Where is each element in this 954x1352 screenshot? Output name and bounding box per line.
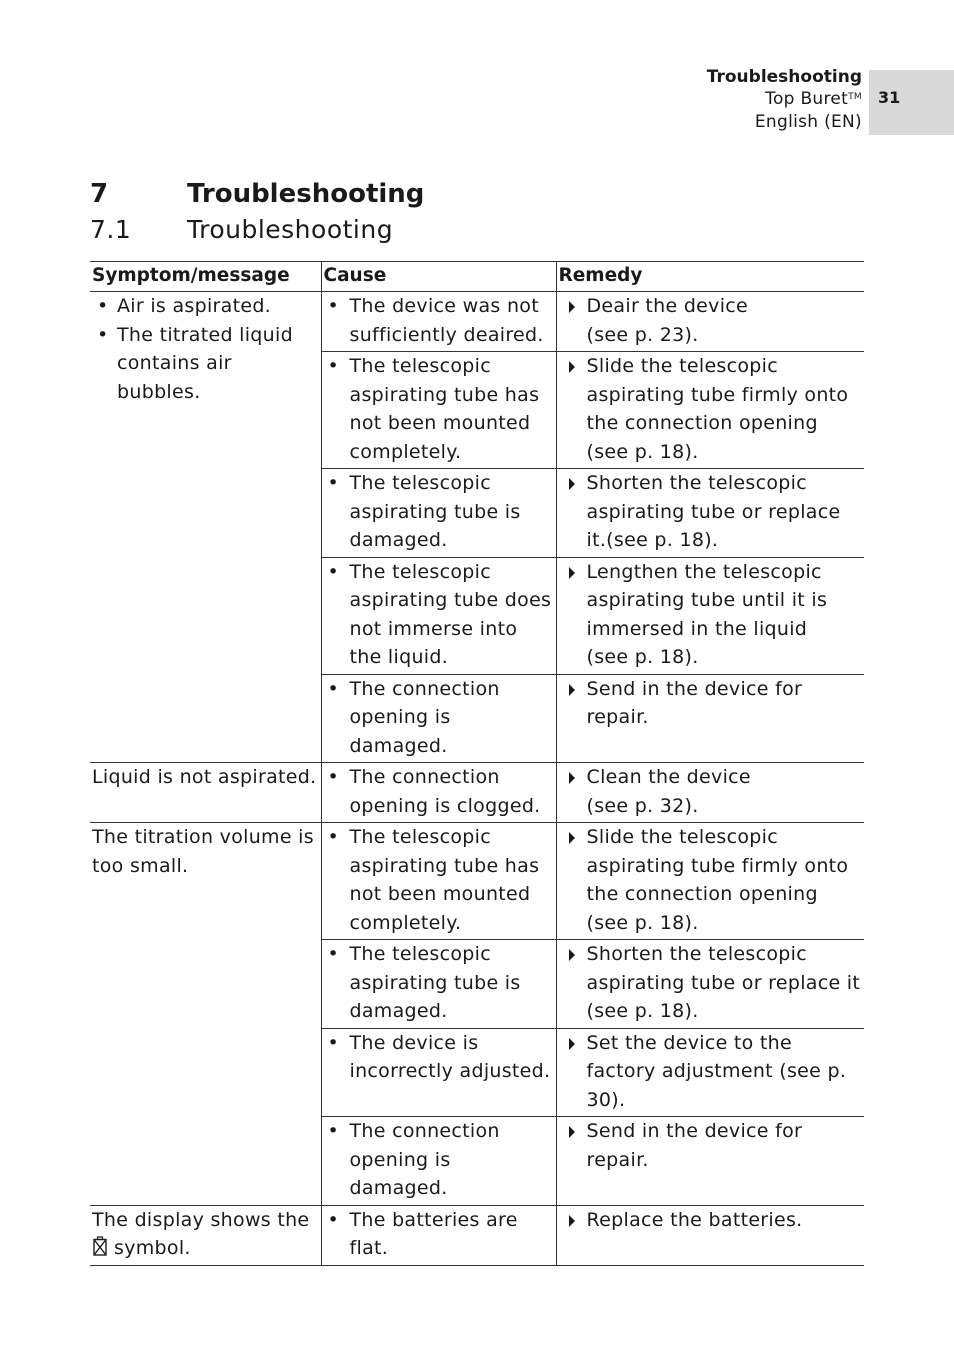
remedy-cell [556, 1205, 864, 1265]
remedy-text [559, 469, 863, 555]
cause-cell [321, 674, 556, 763]
symptom-text: The display shows the [92, 1208, 310, 1231]
cause-text: • The batteries are flat. [325, 1206, 554, 1263]
remedy-line: Set the device to the factory adjustment (see p. 30). [586, 1031, 847, 1111]
header-language: English (EN) [754, 112, 862, 132]
remedy-line: Shorten the telescopic aspirating tube or replace it [586, 943, 861, 994]
remedy-text [559, 763, 863, 820]
table-row [90, 292, 864, 352]
chapter-heading [90, 178, 424, 210]
symptom-text-suffix: symbol. [114, 1237, 191, 1259]
chapter-title: Troubleshooting [187, 179, 425, 209]
remedy-text [559, 1117, 863, 1174]
symptom-cell [90, 292, 321, 763]
remedy-line: Replace the batteries. [586, 1208, 803, 1231]
remedy-line: Lengthen the telescopic aspirating tube until it is immersed in the liquid [586, 560, 828, 640]
cause-text: • The telescopic aspirating tube does not immerse into the liquid. [325, 558, 554, 672]
remedy-cell [556, 940, 864, 1029]
cause-text: • The connection opening is damaged. [325, 675, 554, 761]
battery-empty-icon [92, 1236, 108, 1256]
symptom-item: • The titrated liquid contains air bubbles. [92, 321, 319, 407]
column-header-remedy: Remedy [556, 262, 864, 292]
section-title: Troubleshooting [187, 215, 394, 244]
cause-cell [321, 940, 556, 1029]
cause-cell [321, 1028, 556, 1117]
remedy-text [559, 675, 863, 732]
cause-text: • The device was not sufficiently deaired. [325, 292, 554, 349]
header-product [707, 88, 862, 111]
chapter-number: 7 [90, 179, 109, 209]
section-heading [90, 214, 393, 246]
cause-cell [321, 352, 556, 469]
cause-text: • The connection opening is damaged. [325, 1117, 554, 1203]
cause-text: • The telescopic aspirating tube has not been mounted completely. [325, 352, 554, 466]
cause-text: • The device is incorrectly adjusted. [325, 1029, 554, 1086]
trademark-sign: TM [848, 92, 862, 102]
cause-text: • The telescopic aspirating tube is damaged. [325, 469, 554, 555]
cause-cell [321, 292, 556, 352]
header-chapter: Troubleshooting [706, 67, 862, 87]
section-number: 7.1 [90, 215, 132, 244]
remedy-line: (see p. 18). [586, 440, 699, 463]
remedy-cell [556, 557, 864, 674]
remedy-line: Send in the device for repair. [586, 1120, 803, 1171]
header-product-name: Top Buret [765, 89, 849, 109]
cause-text: • The connection opening is clogged. [325, 763, 554, 820]
page-number: 31 [869, 70, 954, 135]
symptom-cell [90, 823, 321, 1206]
cause-text: • The telescopic aspirating tube has not been mounted completely. [325, 823, 554, 937]
symptom-text-line2 [92, 1234, 319, 1263]
remedy-text [559, 558, 863, 672]
symptom-text: Liquid is not aspirated. [92, 766, 317, 788]
table-row [90, 823, 864, 940]
remedy-cell [556, 763, 864, 823]
remedy-line: (see p. 18). [586, 1000, 699, 1022]
remedy-cell [556, 1028, 864, 1117]
symptom-cell [90, 1205, 321, 1265]
remedy-line: Slide the telescopic aspirating tube firmly onto the connection opening [586, 355, 849, 434]
remedy-text [559, 352, 863, 466]
symptom-item: • Air is aspirated. [92, 292, 319, 321]
cause-text: • The telescopic aspirating tube is damaged. [325, 940, 554, 1026]
remedy-line: (see p. 18). [586, 646, 699, 668]
remedy-cell [556, 292, 864, 352]
table-row [90, 1205, 864, 1265]
table-header-row [90, 262, 864, 292]
cause-cell [321, 1205, 556, 1265]
remedy-cell [556, 1117, 864, 1206]
symptom-text: The titration volume is too small. [92, 826, 314, 877]
remedy-text [559, 940, 863, 1026]
table-row [90, 763, 864, 823]
remedy-cell [556, 823, 864, 940]
remedy-text [559, 292, 863, 349]
remedy-line: Slide the telescopic aspirating tube firmly onto the connection opening (see p. 18). [586, 826, 849, 934]
remedy-cell [556, 469, 864, 558]
remedy-line: Shorten the telescopic aspirating tube or replace it.(see p. 18). [586, 472, 841, 551]
remedy-text [559, 823, 863, 937]
cause-cell [321, 557, 556, 674]
remedy-line: Deair the device [586, 295, 749, 317]
troubleshooting-table [90, 261, 864, 1266]
remedy-line: (see p. 32). [586, 794, 699, 817]
cause-cell [321, 763, 556, 823]
running-header [707, 66, 862, 134]
cause-cell [321, 469, 556, 558]
cause-cell [321, 1117, 556, 1206]
remedy-cell [556, 674, 864, 763]
remedy-text [559, 1029, 863, 1115]
column-header-cause: Cause [321, 262, 556, 292]
symptom-cell [90, 763, 321, 823]
remedy-cell [556, 352, 864, 469]
column-header-symptom: Symptom/message [90, 262, 321, 292]
cause-cell [321, 823, 556, 940]
remedy-text [559, 1206, 863, 1235]
remedy-line: Clean the device [586, 766, 751, 788]
remedy-line: Send in the device for repair. [586, 677, 803, 728]
remedy-line: (see p. 23). [586, 323, 699, 346]
